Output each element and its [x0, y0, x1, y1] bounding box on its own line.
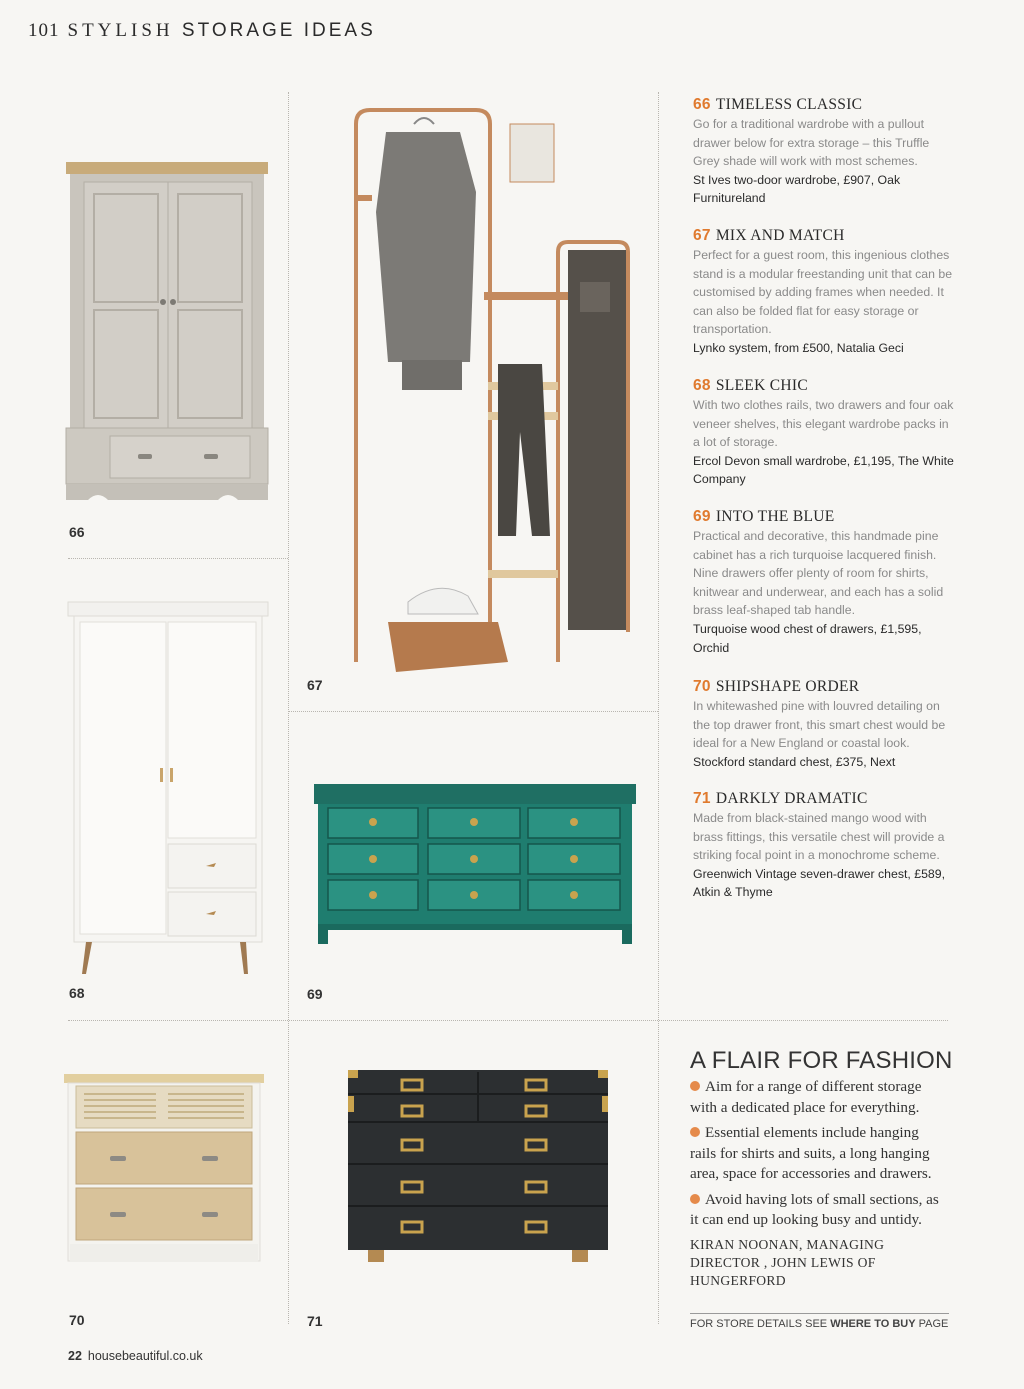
quote-byline: KIRAN NOONAN, MANAGING DIRECTOR , JOHN LEWIS OF HUNGERFORD	[690, 1236, 885, 1288]
entry-title: SHIPSHAPE ORDER	[715, 678, 860, 695]
column-divider-2	[658, 92, 659, 1324]
entry-price: Lynko system, from £500, Natalia Geci	[693, 340, 904, 355]
header-number: 101	[28, 20, 60, 41]
entry-number: 68	[693, 377, 711, 394]
header-word-stylish: STYLISH	[67, 20, 174, 41]
entry-number: 70	[693, 678, 711, 695]
entry-number: 66	[693, 96, 711, 113]
tip-text: Aim for a range of different storage with a dedicated place for everything.	[690, 1078, 922, 1116]
entry-title: DARKLY DRAMATIC	[715, 790, 868, 807]
entry-description: Go for a traditional wardrobe with a pullout drawer below for extra storage – this Truffle Grey shade will work with most schemes.	[693, 117, 930, 169]
entry-description: Perfect for a guest room, this ingenious clothes stand is a modular freestanding unit that can be customised by adding frames when needed. It can also be folded flat for easy storage or transportation.	[693, 248, 953, 337]
entry-heading	[693, 226, 955, 245]
figure-label-71: 71	[307, 1313, 323, 1329]
row-divider-1	[68, 558, 288, 559]
row-divider-2	[288, 711, 658, 712]
entry-heading	[693, 677, 955, 696]
page-header	[28, 20, 376, 42]
entry-description: Made from black-stained mango wood with brass fittings, this versatile chest will provide a striking focal point in a monochrome scheme.	[693, 811, 945, 863]
entry-number: 71	[693, 790, 711, 807]
figure-label-69: 69	[307, 986, 323, 1002]
entry-67	[693, 226, 955, 358]
entry-title: INTO THE BLUE	[715, 508, 835, 525]
entry-description: With two clothes rails, two drawers and four oak veneer shelves, this elegant wardrobe packs in a lot of storage.	[693, 398, 954, 450]
page-footer	[68, 1349, 203, 1363]
entry-71	[693, 789, 955, 902]
flair-title: A FLAIR FOR FASHION	[690, 1047, 953, 1074]
tip-item	[690, 1123, 945, 1185]
entry-price: St Ives two-door wardrobe, £907, Oak Furnitureland	[693, 172, 901, 206]
entry-heading	[693, 376, 955, 395]
entry-heading	[693, 507, 955, 526]
product-image-chest-dark	[348, 1068, 608, 1264]
page-number: 22	[68, 1349, 82, 1363]
entry-number: 69	[693, 508, 711, 525]
header-rest: STORAGE IDEAS	[181, 20, 376, 41]
product-image-wardrobe-white	[64, 600, 272, 976]
entry-description: In whitewashed pine with louvred detailing on the top drawer front, this smart chest would be ideal for a New England or coastal look.	[693, 699, 946, 751]
entry-title: SLEEK CHIC	[715, 377, 808, 394]
product-image-wardrobe-grey	[62, 160, 270, 502]
entry-70	[693, 677, 955, 771]
flair-tips	[690, 1077, 945, 1290]
bullet-dot-icon	[690, 1127, 700, 1137]
tip-item	[690, 1190, 945, 1231]
entry-66	[693, 95, 955, 208]
figure-label-67: 67	[307, 677, 323, 693]
figure-label-68: 68	[69, 985, 85, 1001]
where-to-buy-link[interactable]: WHERE TO BUY	[830, 1318, 916, 1330]
entry-price: Greenwich Vintage seven-drawer chest, £589, Atkin & Thyme	[693, 866, 946, 900]
entry-price: Stockford standard chest, £375, Next	[693, 754, 896, 769]
column-divider-1	[288, 92, 289, 1324]
product-image-clothes-stand	[348, 102, 638, 688]
product-image-chest-whitewashed	[64, 1072, 264, 1266]
figure-label-70: 70	[69, 1312, 85, 1328]
entry-heading	[693, 95, 955, 114]
tip-item	[690, 1077, 945, 1118]
entry-price: Turquoise wood chest of drawers, £1,595, Orchid	[693, 621, 922, 655]
entry-number: 67	[693, 227, 711, 244]
figure-label-66: 66	[69, 524, 85, 540]
entry-68	[693, 376, 955, 489]
entry-heading	[693, 789, 955, 808]
entry-price: Ercol Devon small wardrobe, £1,195, The White Company	[693, 453, 954, 487]
footer-website[interactable]: housebeautiful.co.uk	[87, 1349, 203, 1363]
bullet-dot-icon	[690, 1194, 700, 1204]
store-note-suffix: PAGE	[915, 1318, 949, 1330]
tip-text: Essential elements include hanging rails for shirts and suits, a long hanging area, space for accessories and drawers.	[690, 1124, 932, 1182]
store-note-prefix: FOR STORE DETAILS SEE	[690, 1318, 831, 1330]
product-image-chest-turquoise	[314, 782, 636, 946]
entry-title: MIX AND MATCH	[715, 227, 845, 244]
row-divider-3	[68, 1020, 948, 1021]
store-details-note	[690, 1313, 949, 1330]
tip-text: Avoid having lots of small sections, as it can end up looking busy and untidy.	[690, 1190, 939, 1228]
entry-title: TIMELESS CLASSIC	[715, 96, 863, 113]
entry-description: Practical and decorative, this handmade pine cabinet has a rich turquoise lacquered finish. Nine drawers offer plenty of room for shirts, knitwear and underwear, and each has a solid brass leaf-shaped tab handle.	[693, 529, 944, 618]
bullet-dot-icon	[690, 1081, 700, 1091]
entry-69	[693, 507, 955, 657]
